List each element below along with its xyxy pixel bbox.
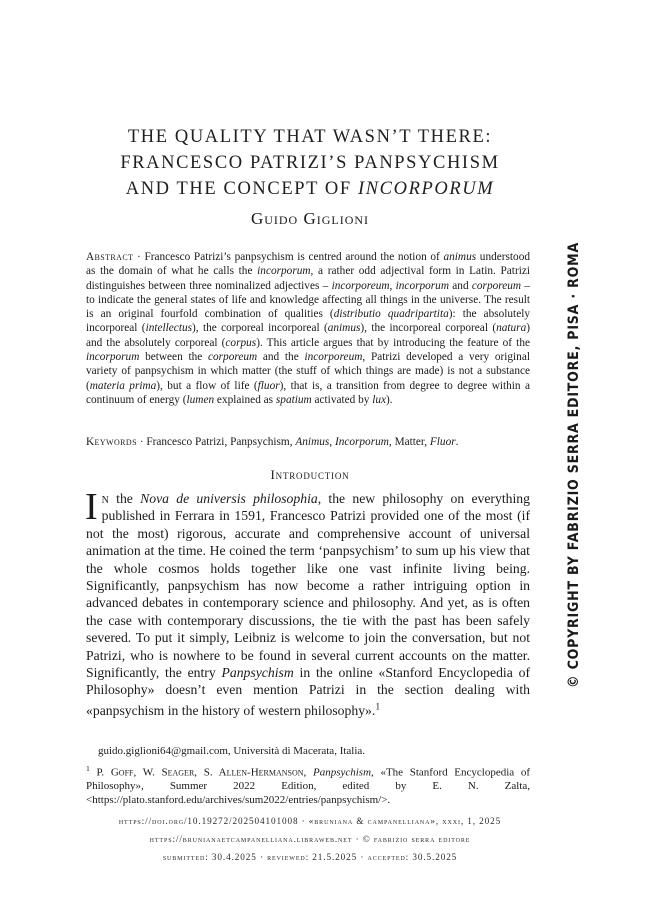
first-word-rest: n: [101, 491, 109, 506]
text-run: ), that is, a transition from degree to degree within a continuum of energy (: [86, 379, 530, 406]
text-run: explained as: [214, 393, 276, 406]
italic-text: natura: [496, 322, 527, 335]
text-run: ), the incorporeal corporeal (: [360, 322, 497, 335]
italic-text: animus: [443, 251, 477, 263]
text-run: in the online «Stanford Encyclopedia of Philosophy» doesn’t even mention Patrizi in the section dealing with «panpsychism in the history of western philosophy».: [86, 665, 530, 719]
drop-cap: I: [85, 486, 98, 528]
body-paragraph: [85, 486, 530, 720]
text-run: , Patrizi developed a very original variety of panpsychism in which matter (the stuff of which things are made) is not a substance (: [86, 351, 530, 392]
body-text: [85, 486, 530, 719]
text-run: ,: [329, 436, 335, 448]
italic-text: materia prima: [89, 379, 157, 392]
abstract-text: [86, 251, 530, 406]
section-heading: Introduction: [270, 467, 350, 482]
abstract: [86, 250, 530, 407]
footer-url-line: https://brunianaetcampanelliana.libraweb.net · © fabrizio serra editore: [149, 834, 471, 844]
italic-text: fluor: [257, 379, 280, 392]
author-name: Guido Giglioni: [250, 209, 370, 228]
footer-doi-line: https://doi.org/10.19272/202504101008 · «bruniana & campanelliana», xxxi, 1, 2025: [118, 816, 502, 826]
abstract-label: Abstract: [86, 251, 134, 263]
text-run: between the: [139, 351, 208, 364]
text-run: ): the absolutely incorporeal (: [86, 308, 530, 335]
text-run: · Francesco Patrizi’s panpsychism is centred around the notion of: [133, 251, 444, 263]
italic-text: Incorporum: [334, 436, 389, 448]
italic-text: Panpsychism: [312, 766, 372, 779]
text-run: ,: [389, 279, 396, 292]
text-run: ,: [303, 766, 313, 779]
text-run: – to indicate the general states of life and knowledge affecting all things in the universe. The result is an original fourfold combination of qualities (: [86, 279, 530, 321]
text-run: , a rather odd adjectival form in Latin. Patrizi distinguishes between three nominalized adjectives –: [86, 265, 530, 292]
text-run: activated by: [311, 393, 373, 406]
text-run: understood as the domain of what he calls the: [86, 251, 530, 278]
text-run: · Francesco Patrizi, Panpsychism,: [136, 436, 296, 448]
title-line-3-prefix: AND THE CONCEPT OF: [125, 179, 358, 199]
author-email-affiliation: guido.giglioni64@gmail.com, Università di Macerata, Italia.: [98, 745, 366, 757]
text-run: ).: [386, 393, 393, 406]
text-run: , «The Stanford Encyclopedia of Philosophy», Summer 2022 Edition, edited by E. N. Zalta, <https://plato.stanford.edu/archives/sum2022/entries/panpsychism/>.: [86, 766, 531, 806]
italic-text: distributio quadripartita: [333, 308, 449, 321]
text-run: and the: [257, 351, 305, 364]
keywords-label: Keywords: [86, 436, 137, 448]
italic-text: Animus: [295, 436, 330, 448]
italic-text: incorporeum: [304, 351, 363, 364]
italic-text: lumen: [186, 393, 215, 406]
footnote-1: [86, 762, 530, 807]
footnote-ref: 1: [375, 701, 381, 713]
text-run: and: [449, 279, 472, 292]
italic-text: incorporum: [86, 351, 140, 364]
italic-text: corporeum: [207, 351, 258, 364]
italic-text: corpus: [225, 336, 257, 349]
keywords: [86, 435, 530, 449]
text-run: the: [108, 491, 141, 506]
article-title: [60, 124, 560, 202]
title-line-2: FRANCESCO PATRIZI’S PANPSYCHISM: [120, 153, 500, 173]
italic-text: incorporum: [395, 279, 449, 292]
copyright-sidebar: [555, 240, 589, 690]
text-run: , the new philosophy on everything published in Ferrara in 1591, Francesco Patrizi provided one of the most (if not the most) rigorous, accurate and comprehensive account of universal animation at the time. He coined the term ‘panpsychism’ to sum up his view that the whole cosmos holds together like one vast infinite living being. Significantly, panpsychism has now become a rather intriguing option in advanced debates in contemporary science and philosophy. And yet, as is often the case with contemporary discussions, the tie with the past has been safely severed. To put it simply, Leibniz is welcome to join the conversation, but not Patrizi, who is nowhere to be found in several current accounts on the matter. Significantly, the entry: [86, 491, 530, 681]
title-line-3-italic: INCORPORUM: [357, 179, 495, 199]
text-run: .: [455, 436, 459, 448]
text-run: ) and the absolutely corporeal (: [86, 322, 530, 349]
italic-text: spatium: [275, 393, 312, 406]
italic-text: Fluor: [429, 436, 456, 448]
italic-text: intellectus: [145, 322, 193, 335]
italic-text: incorporeum: [331, 279, 390, 292]
italic-text: animus: [327, 322, 361, 335]
footer-dates-line: submitted: 30.4.2025 · reviewed: 21.5.2025 · accepted: 30.5.2025: [162, 852, 458, 862]
italic-text: lux: [372, 393, 387, 406]
italic-text: corporeum: [471, 279, 522, 292]
italic-text: incorporum: [257, 265, 311, 278]
footnote-ref: 1: [86, 764, 90, 773]
title-line-3: [60, 176, 560, 202]
italic-text: Panpsychism: [221, 665, 294, 681]
text-run: ), but a flow of life (: [156, 379, 258, 392]
text-run: , Matter,: [388, 436, 430, 448]
keywords-text: [137, 436, 459, 448]
text-run: ). This article argues that by introducing the feature of the: [256, 336, 530, 349]
title-line-1: THE QUALITY THAT WASN’T THERE:: [127, 127, 493, 147]
text-run: ), the corporeal incorporeal (: [192, 322, 328, 335]
copyright-notice: © COPYRIGHT BY FABRIZIO SERRA EDITORE, PISA · ROMA: [566, 240, 582, 688]
copyright-svg: [555, 240, 589, 690]
italic-text: Nova de universis philosophia: [140, 491, 318, 506]
text-run: P. Goff, W. Seager, S. Allen-Hermanson: [89, 766, 304, 779]
